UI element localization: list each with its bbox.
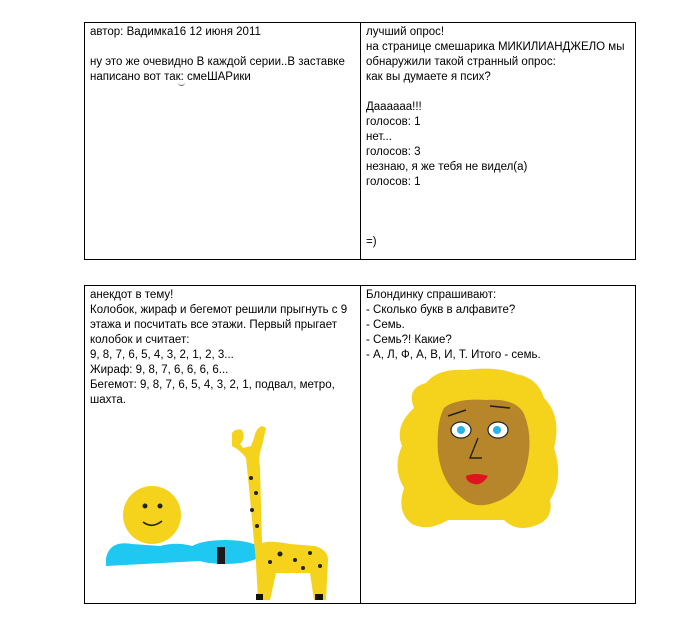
- kolobok-eye: [158, 504, 163, 509]
- joke-line: Колобок, жираф и бегемот решили прыгнуть с 9 этажа и посчитать все этажи. Первый прыгает колобок и считает:: [90, 304, 351, 346]
- author-body-part1: ну это же очевидно В каждой серии..В заставке написано вот так: [90, 56, 349, 83]
- poll-option-votes: голосов: 1: [366, 176, 421, 188]
- blonde-cell: [361, 286, 636, 604]
- kolobok: [123, 486, 181, 544]
- blonde-face: [438, 400, 530, 506]
- hippo-head: [106, 543, 218, 566]
- joke-line: 9, 8, 7, 6, 5, 4, 3, 2, 1, 2, 3...: [90, 349, 234, 361]
- kolobok-smile: [143, 521, 162, 525]
- author-body-part2: : смеШАРики: [180, 71, 251, 83]
- blonde-eye-right: [488, 422, 508, 438]
- author-cell: [85, 23, 361, 260]
- author-header: автор: Вадимка16 12 июня 2011: [90, 26, 261, 38]
- blonde-eyebrows: [448, 406, 510, 416]
- joke-line: анекдот в тему!: [90, 289, 174, 301]
- poll-option-votes: голосов: 3: [366, 146, 421, 158]
- blonde-lips: [466, 474, 488, 484]
- joke-cell: [85, 286, 361, 604]
- poll-option-votes: голосов: 1: [366, 116, 421, 128]
- poll-footer: =): [366, 236, 377, 248]
- top-table: [84, 22, 636, 260]
- poll-option-answer: незнаю, я же тебя не видел(а): [366, 161, 528, 173]
- poll-question: как вы думаете я псих?: [366, 71, 491, 83]
- joke-line: Жираф: 9, 8, 7, 6, 6, 6, 6...: [90, 364, 229, 376]
- blonde-iris-left: [457, 426, 465, 434]
- giraffe-spots: [249, 476, 322, 570]
- bottom-table: [84, 285, 636, 604]
- blonde-iris-right: [493, 426, 501, 434]
- hippo-leg: [217, 547, 225, 564]
- giraffe: [232, 426, 328, 600]
- joke-line: Бегемот: 9, 8, 7, 6, 5, 4, 3, 2, 1, подвал, метро, шахта.: [90, 379, 338, 406]
- poll-text: на странице смешарика МИКИЛИАНДЖЕЛО мы обнаружили такой странный опрос:: [366, 41, 628, 68]
- blonde-line: - Семь.: [366, 319, 405, 331]
- author-body: [90, 55, 355, 85]
- hippo-body: [187, 540, 263, 564]
- blonde-hair: [397, 369, 558, 528]
- kolobok-eye: [143, 504, 148, 509]
- blonde-line: - А, Л, Ф, А, В, И, Т. Итого - семь.: [366, 349, 541, 361]
- blonde-line: Блондинку спрашивают:: [366, 289, 497, 301]
- poll-title: лучший опрос!: [366, 26, 445, 38]
- blonde-line: - Сколько букв в алфавите?: [366, 304, 516, 316]
- poll-option-answer: нет...: [366, 131, 392, 143]
- blonde-eye-left: [451, 422, 471, 438]
- blonde-line: - Семь?! Какие?: [366, 334, 452, 346]
- giraffe-hooves: [256, 594, 323, 600]
- blonde-nose: [470, 438, 482, 458]
- poll-cell: [361, 23, 636, 260]
- poll-option-answer: Даааааа!!!: [366, 101, 422, 113]
